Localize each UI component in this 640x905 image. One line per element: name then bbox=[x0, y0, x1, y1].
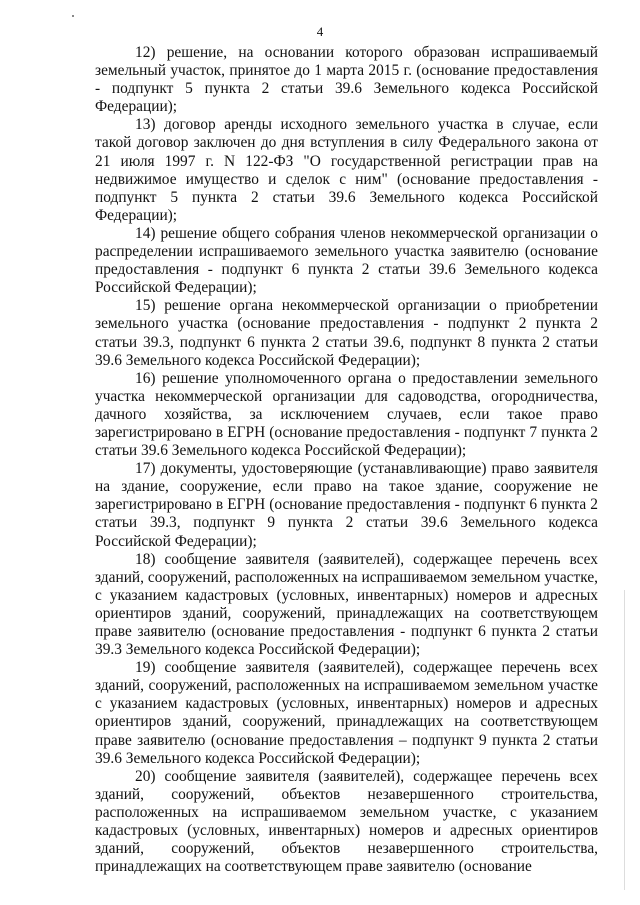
list-item-13: 13) договор аренды исходного земельного участка в случае, если такой договор заключен до дня вступления в силу Федерального закона от 21 июля 1997 г. N 122-ФЗ "О государственной регистрации прав на недвижимое имущество и сделок с ним" (основание предоставления - подпункт 5 пункта 2 статьи 39.6 Земельного кодекса Российской Федерации); bbox=[95, 116, 598, 224]
scan-dot bbox=[72, 15, 74, 17]
list-item-16: 16) решение уполномоченного органа о предоставлении земельного участка некоммерческой организации для садоводства, огородничества, дачного хозяйства, за исключением случаев, если такое право зарегистрировано в ЕГРН (основание предоставления - подпункт 7 пункта 2 статьи 39.6 Земельного кодекса Российской Федерации); bbox=[95, 369, 598, 460]
list-item-14: 14) решение общего собрания членов некоммерческой организации о распределении испрашиваемого земельного участка заявителю (основание предоставления - подпункт 6 пункта 2 статьи 39.6 Земельного кодекса Российской Федерации); bbox=[95, 224, 598, 297]
list-item-20: 20) сообщение заявителя (заявителей), содержащее перечень всех зданий, сооружений, объектов незавершенного строительства, расположенных на испрашиваемом земельном участке, с указанием кадастровых (условных, инвентарных) номеров и адресных ориентиров зданий, сооружений, объектов незавершенного строительства, принадлежащих на соответствующем праве заявителю (основание bbox=[95, 767, 598, 876]
scan-streak bbox=[624, 590, 625, 890]
list-item-18: 18) сообщение заявителя (заявителей), содержащее перечень всех зданий, сооружений, расположенных на испрашиваемом земельном участке, с указанием кадастровых (условных, инвентарных) номеров и адресных ориентиров зданий, сооружений, принадлежащих на соответствующем праве заявителю (основание предоставления - подпункт 6 пункта 2 статьи 39.3 Земельного кодекса Российской Федерации); bbox=[95, 550, 598, 659]
list-item-17: 17) документы, удостоверяющие (устанавливающие) право заявителя на здание, сооружение, если право на такое здание, сооружение не зарегистрировано в ЕГРН (основание предоставления - подпункт 6 пункта 2 статьи 39.3, подпункт 9 пункта 2 статьи 39.6 Земельного кодекса Российской Федерации); bbox=[95, 460, 598, 550]
page-number: 4 bbox=[316, 24, 324, 39]
list-item-15: 15) решение органа некоммерческой организации о приобретении земельного участка (основание предоставления - подпункт 2 пункта 2 статьи 39.3, подпункт 6 пункта 2 статьи 39.6, подпункт 8 пункта 2 статьи 39.6 Земельного кодекса Российской Федерации); bbox=[95, 297, 598, 369]
list-item-19: 19) сообщение заявителя (заявителей), содержащее перечень всех зданий, сооружений, расположенных на испрашиваемом земельном участке с указанием кадастровых (условных, инвентарных) номеров и адресных ориентиров зданий, сооружений, принадлежащих на соответствующем праве заявителю (основание предоставления – подпункт 9 пункта 2 статьи 39.6 Земельного кодекса Российской Федерации); bbox=[95, 659, 598, 767]
document-body bbox=[95, 44, 598, 876]
list-item-12: 12) решение, на основании которого образован испрашиваемый земельный участок, принятое до 1 марта 2015 г. (основание предоставления - подпункт 5 пункта 2 статьи 39.6 Земельного кодекса Российской Федерации); bbox=[95, 44, 598, 116]
